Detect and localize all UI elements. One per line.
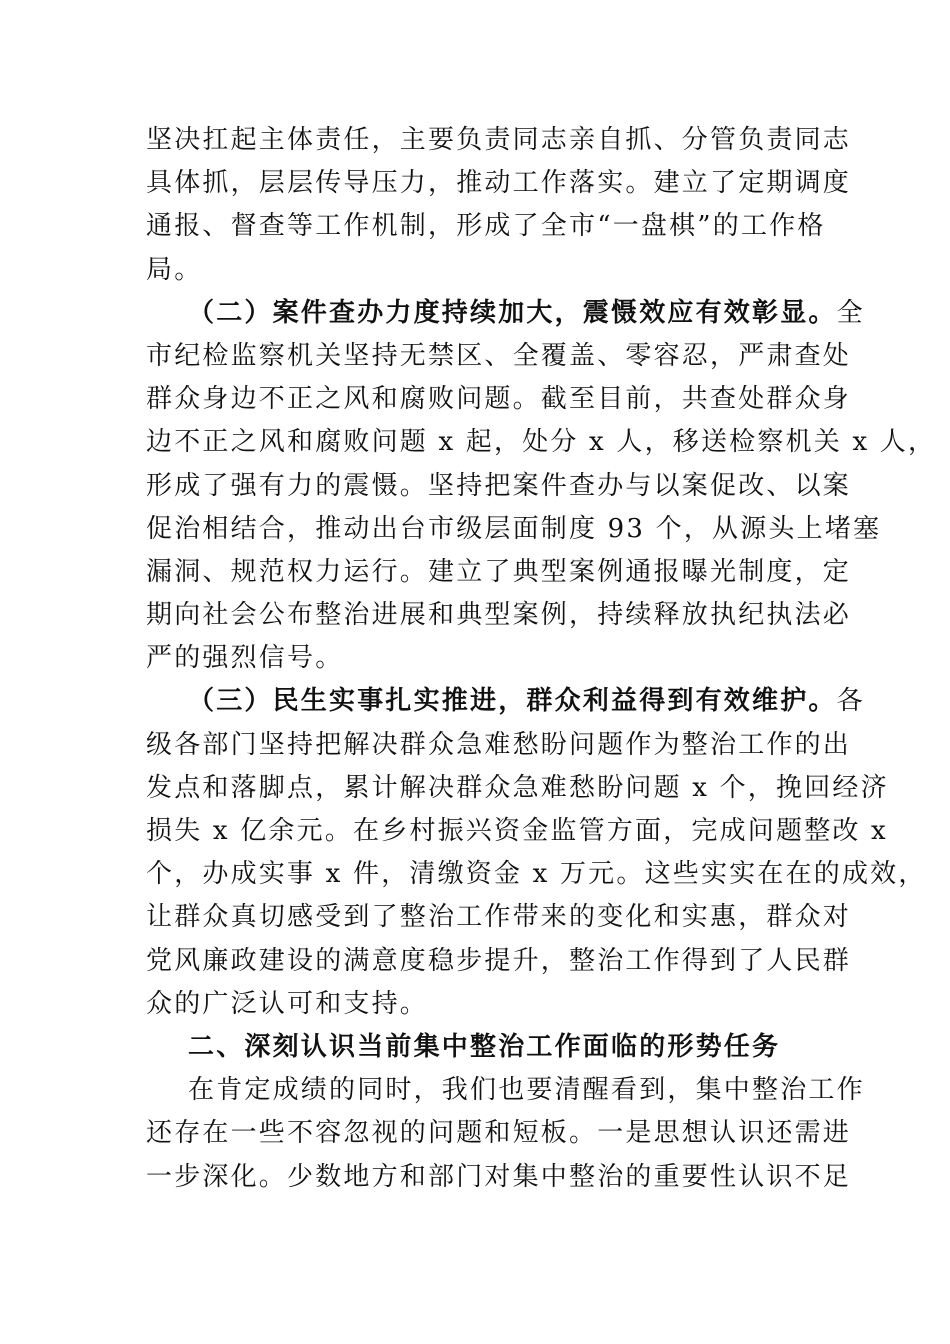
text-line: 在肯定成绩的同时，我们也要清醒看到，集中整治工作: [188, 1075, 865, 1106]
text-line: 期向社会公布整治进展和典型案例，持续释放执纪执法必: [146, 600, 852, 631]
section-heading-line: [146, 292, 865, 335]
chapter-heading-2: 二、深刻认识当前集中整治工作面临的形势任务: [188, 1031, 781, 1062]
text-line: 通报、督查等工作机制，形成了全市“一盘棋”的工作格: [146, 211, 826, 242]
text-line: 众的广泛认可和支持。: [146, 988, 429, 1019]
text-line: 级各部门坚持把解决群众急难愁盼问题作为整治工作的出: [146, 729, 852, 760]
text-line: 发点和落脚点，累计解决群众急难愁盼问题 x 个，挽回经济: [146, 772, 889, 803]
text-line: 漏洞、规范权力运行。建立了典型案例通报曝光制度，定: [146, 556, 852, 587]
chapter-heading-line: [146, 1026, 814, 1069]
text-line: 市纪检监察机关坚持无禁区、全覆盖、零容忍，严肃查处: [146, 340, 852, 371]
text-line: 局。: [146, 254, 203, 285]
text-line: 党风廉政建设的满意度稳步提升，整治工作得到了人民群: [146, 945, 852, 976]
text-fragment: 全: [836, 297, 865, 328]
text-line: 坚决扛起主体责任，主要负责同志亲自抓、分管负责同志: [146, 125, 852, 155]
text-line: 具体抓，层层传导压力，推动工作落实。建立了定期调度: [146, 168, 852, 199]
text-line: 边不正之风和腐败问题 x 起，处分 x 人，移送检察机关 x 人，: [146, 427, 937, 458]
text-line: 促治相结合，推动出台市级层面制度 93 个，从源头上堵塞: [146, 513, 882, 544]
text-line: 个，办成实事 x 件，清缴资金 x 万元。这些实实在在的成效，: [146, 859, 927, 890]
section-heading-2: （二）案件查办力度持续加大，震慑效应有效彰显。: [188, 297, 837, 328]
text-line: 一步深化。少数地方和部门对集中整治的重要性认识不足: [146, 1161, 852, 1192]
text-line: 损失 x 亿余元。在乡村振兴资金监管方面，完成问题整改 x: [146, 816, 888, 846]
section-heading-line: [146, 680, 865, 723]
text-line: 严的强烈信号。: [146, 643, 344, 674]
text-line: 还存在一些不容忽视的问题和短板。一是思想认识还需进: [146, 1118, 852, 1149]
text-fragment: 各: [836, 686, 865, 717]
section-heading-3: （三）民生实事扎实推进，群众利益得到有效维护。: [188, 686, 837, 717]
text-line: 形成了强有力的震慑。坚持把案件查办与以案促改、以案: [146, 470, 852, 501]
document-body: [146, 119, 937, 1199]
text-line: 让群众真切感受到了整治工作带来的变化和实惠，群众对: [146, 902, 852, 933]
text-line: 群众身边不正之风和腐败问题。截至目前，共查处群众身: [146, 384, 852, 415]
